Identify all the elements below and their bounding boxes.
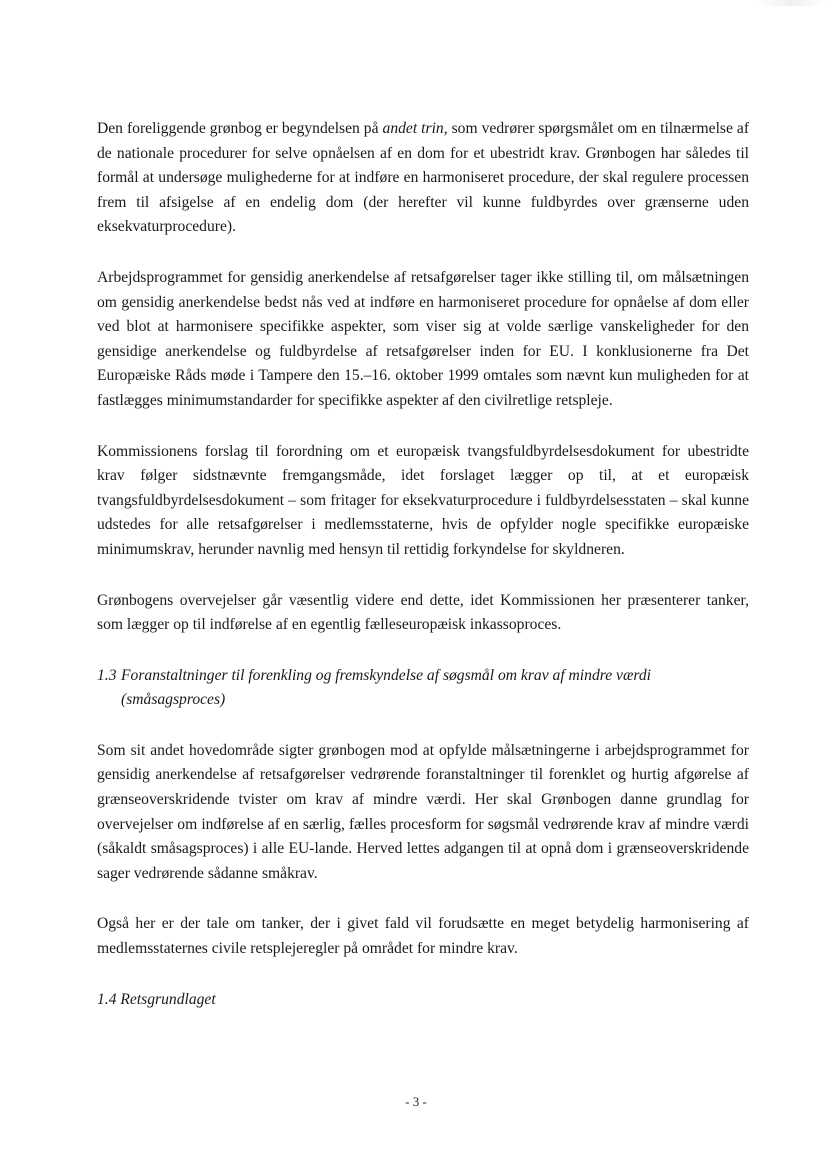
section-heading-1-3	[97, 664, 749, 713]
page-number: - 3 -	[405, 1094, 427, 1109]
section-heading-1-4: 1.4 Retsgrundlaget	[97, 990, 216, 1008]
italic-term: andet trin	[382, 120, 444, 137]
paragraph-ogsaa-her: Også her er der tale om tanker, der i givet fald vil forudsætte en meget betydelig harmonisering af medlemsstaternes civile retsplejeregler på området for mindre krav.	[97, 915, 749, 958]
paragraph-text: Den foreliggende grønbog er begyndelsen på	[97, 120, 383, 137]
paragraph-grønbog-intro	[97, 117, 749, 240]
paragraph-text: , som vedrører spørgsmålet om en tilnærmelse af de nationale procedurer for selve opnåelsen af en dom for et ubestridt krav. Grønbogen har således til formål at undersøge mulighederne for at indføre en harmoniseret procedure, der skal regulere processen frem til afsigelse af en endelig dom (der herefter vil kunne fuldbyrdes over grænserne uden eksekvaturprocedure).	[97, 120, 750, 236]
section-number: 1.3	[97, 666, 117, 684]
paragraph-kommissionens-forslag: Kommissionens forslag til forordning om et europæisk tvangsfuldbyrdelsesdokument for ubestridte krav følger sidstnævnte fremgangsmåde, idet forslaget lægger op til, at et europæisk tvangsfuldbyrdelsesdokument – som fritager for eksekvaturprocedure i fuldbyrdelsesstaten – skal kunne udstedes for alle retsafgørelser i medlemsstaterne, hvis de opfylder nogle specifikke europæiske minimumskrav, herunder navnlig med hensyn til rettidig forkyndelse for skyldneren.	[97, 442, 749, 558]
paragraph-andet-hovedomraade: Som sit andet hovedområde sigter grønbogen mod at opfylde målsætningerne i arbejdsprogrammet for gensidig anerkendelse af retsafgørelser vedrørende foranstaltninger til forenklet og hurtig afgørelse af grænseoverskridende tvister om krav af mindre værdi. Her skal Grønbogen danne grundlag for overvejelser om indførelse af en særlig, fælles procesform for søgsmål vedrørende krav af mindre værdi (såkaldt småsagsproces) i alle EU-lande. Herved lettes adgangen til at opnå dom i grænseoverskridende sager vedrørende sådanne småkrav.	[97, 741, 749, 882]
page-body	[97, 117, 749, 1012]
paragraph-arbejdsprogram: Arbejdsprogrammet for gensidig anerkendelse af retsafgørelser tager ikke stilling til, om målsætningen om gensidig anerkendelse bedst nås ved at indføre en harmoniseret procedure for opnåelse af dom eller ved blot at harmonisere specifikke aspekter, som viser sig at volde særlige vanskeligheder for den gensidige anerkendelse og fuldbyrdelse af retsafgørelser inden for EU. I konklusionerne fra Det Europæiske Råds møde i Tampere den 15.–16. oktober 1999 omtales som nævnt kun muligheden for at fastlægges minimumstandarder for specifikke aspekter af den civilretlige retspleje.	[97, 268, 749, 409]
section-title: Foranstaltninger til forenkling og fremskyndelse af søgsmål om krav af mindre værdi (småsagsproces)	[121, 666, 651, 709]
paragraph-grønbogens-overvejelser: Grønbogens overvejelser går væsentlig videre end dette, idet Kommissionen her præsenterer tanker, som lægger op til indførelse af en egentlig fælleseuropæisk inkassoproces.	[97, 591, 749, 634]
scan-artifact	[756, 0, 826, 6]
